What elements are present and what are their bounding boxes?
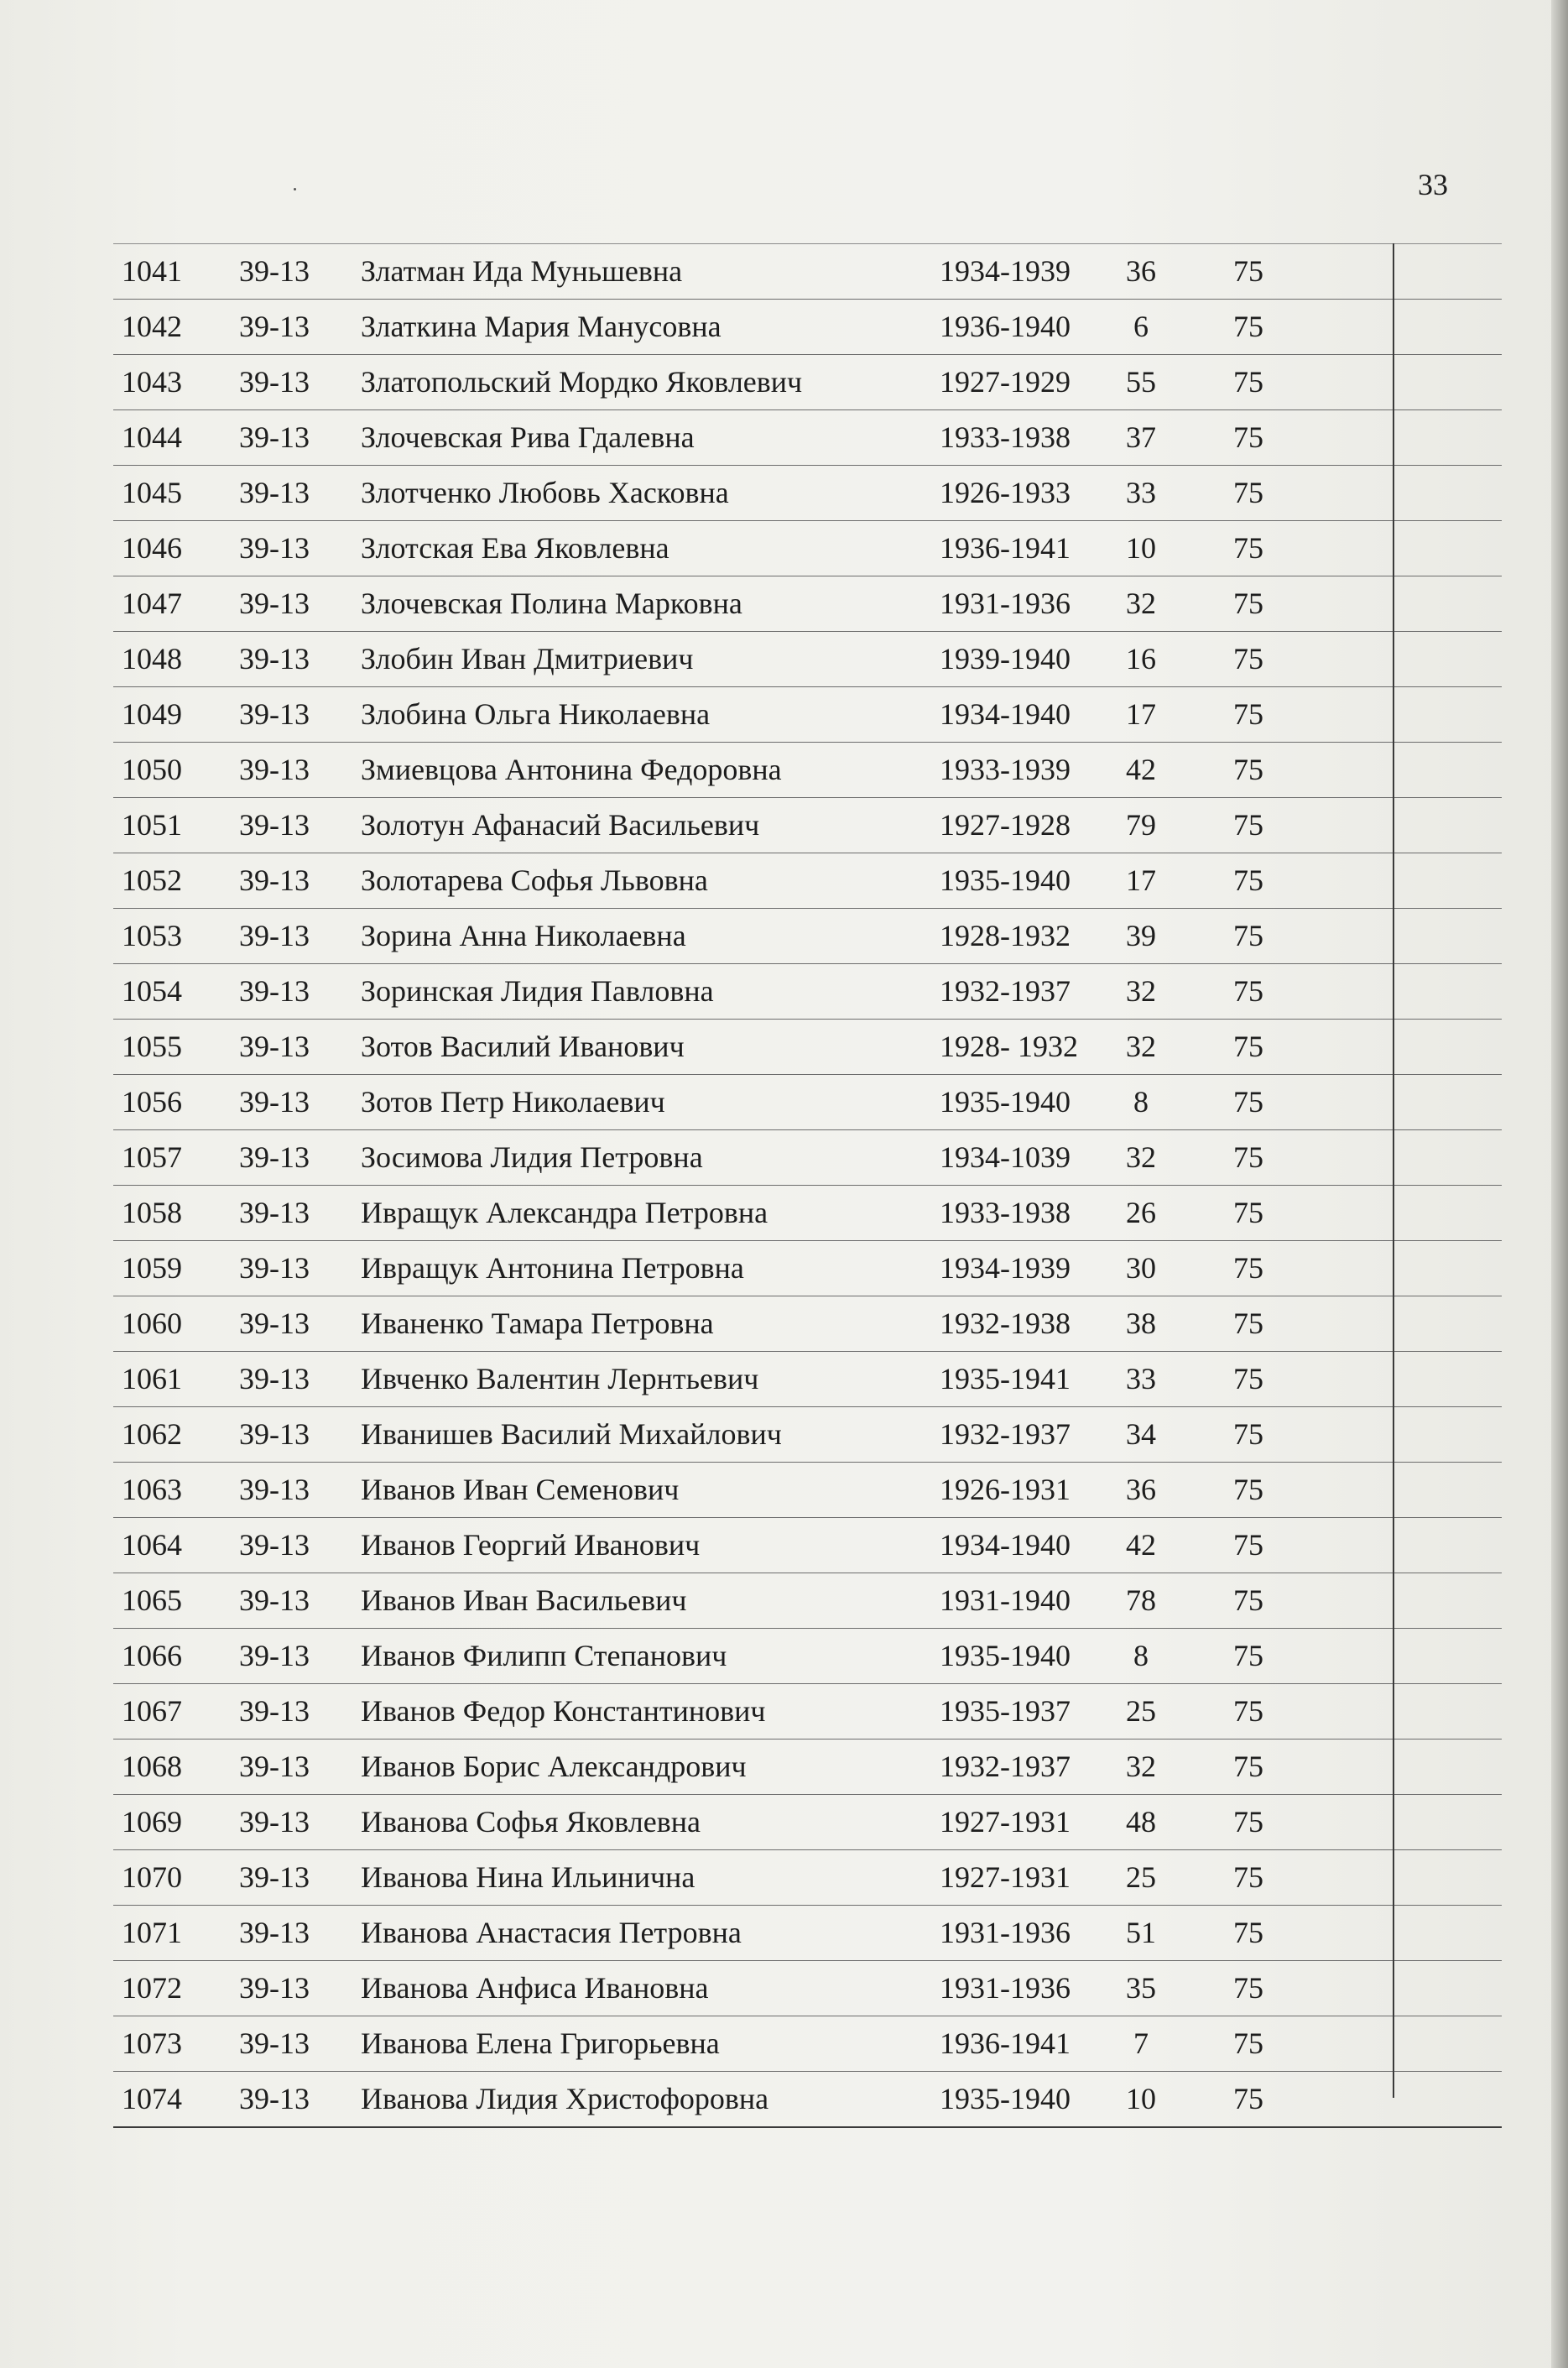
storage-term: 75	[1233, 1085, 1263, 1119]
storage-term: 75	[1233, 1639, 1263, 1672]
record-number: 1069	[122, 1805, 182, 1839]
fund-code: 39-13	[239, 1805, 310, 1839]
person-name: Злотская Ева Яковлевна	[361, 531, 669, 565]
storage-term: 75	[1233, 642, 1263, 675]
sheet-count: 8	[1133, 1639, 1149, 1672]
storage-term: 75	[1233, 1528, 1263, 1562]
table-row	[113, 1960, 1502, 2016]
person-name: Златман Ида Муньшевна	[361, 254, 683, 288]
sheet-count: 37	[1126, 420, 1156, 454]
person-name: Зосимова Лидия Петровна	[361, 1140, 703, 1174]
storage-term: 75	[1233, 1971, 1263, 2005]
record-number: 1049	[122, 697, 182, 731]
fund-code: 39-13	[239, 642, 310, 675]
storage-term: 75	[1233, 420, 1263, 454]
table-row	[113, 1794, 1502, 1849]
sheet-count: 25	[1126, 1694, 1156, 1728]
storage-term: 75	[1233, 531, 1263, 565]
record-number: 1072	[122, 1971, 182, 2005]
person-name: Злочевская Рива Гдалевна	[361, 420, 695, 454]
person-name: Злочевская Полина Марковна	[361, 587, 742, 620]
storage-term: 75	[1233, 1860, 1263, 1894]
sheet-count: 79	[1126, 808, 1156, 842]
date-range: 1932-1937	[940, 974, 1071, 1008]
person-name: Зотов Петр Николаевич	[361, 1085, 665, 1119]
storage-term: 75	[1233, 863, 1263, 897]
table-row	[113, 631, 1502, 686]
fund-code: 39-13	[239, 1860, 310, 1894]
sheet-count: 32	[1126, 974, 1156, 1008]
fund-code: 39-13	[239, 1085, 310, 1119]
storage-term: 75	[1233, 697, 1263, 731]
date-range: 1939-1940	[940, 642, 1071, 675]
date-range: 1926-1933	[940, 476, 1071, 509]
date-range: 1935-1940	[940, 2082, 1071, 2115]
person-name: Иванов Георгий Иванович	[361, 1528, 701, 1562]
sheet-count: 39	[1126, 919, 1156, 952]
storage-term: 75	[1233, 476, 1263, 509]
person-name: Иванова Лидия Христофоровна	[361, 2082, 769, 2115]
table-row	[113, 1185, 1502, 1240]
record-number: 1044	[122, 420, 182, 454]
person-name: Злотченко Любовь Хасковна	[361, 476, 729, 509]
fund-code: 39-13	[239, 1030, 310, 1063]
page-number: 33	[1418, 168, 1448, 201]
table-row	[113, 299, 1502, 354]
sheet-count: 10	[1126, 531, 1156, 565]
storage-term: 75	[1233, 1694, 1263, 1728]
sheet-count: 32	[1126, 1140, 1156, 1174]
table-row	[113, 686, 1502, 742]
table-row	[113, 2071, 1502, 2126]
record-number: 1055	[122, 1030, 182, 1063]
record-number: 1060	[122, 1307, 182, 1340]
table-row	[113, 1517, 1502, 1573]
sheet-count: 36	[1126, 1473, 1156, 1506]
table-row	[113, 409, 1502, 465]
record-number: 1061	[122, 1362, 182, 1395]
person-name: Златопольский Мордко Яковлевич	[361, 365, 803, 399]
person-name: Злобин Иван Дмитриевич	[361, 642, 694, 675]
person-name: Ивченко Валентин Лернтьевич	[361, 1362, 759, 1395]
record-number: 1043	[122, 365, 182, 399]
record-number: 1048	[122, 642, 182, 675]
table-row	[113, 908, 1502, 963]
storage-term: 75	[1233, 974, 1263, 1008]
date-range: 1935-1937	[940, 1694, 1071, 1728]
storage-term: 75	[1233, 753, 1263, 786]
fund-code: 39-13	[239, 254, 310, 288]
table-row	[113, 576, 1502, 631]
date-range: 1932-1937	[940, 1750, 1071, 1783]
date-range: 1927-1931	[940, 1805, 1071, 1839]
table-row	[113, 1739, 1502, 1794]
fund-code: 39-13	[239, 1750, 310, 1783]
storage-term: 75	[1233, 1417, 1263, 1451]
date-range: 1931-1940	[940, 1583, 1071, 1617]
fund-code: 39-13	[239, 1251, 310, 1285]
sheet-count: 33	[1126, 476, 1156, 509]
person-name: Иванова Нина Ильинична	[361, 1860, 695, 1894]
record-number: 1046	[122, 531, 182, 565]
table-row	[113, 520, 1502, 576]
fund-code: 39-13	[239, 1473, 310, 1506]
storage-term: 75	[1233, 2026, 1263, 2060]
table-row	[113, 354, 1502, 409]
register-table	[113, 243, 1502, 2128]
person-name: Иванова Елена Григорьевна	[361, 2026, 720, 2060]
record-number: 1050	[122, 753, 182, 786]
fund-code: 39-13	[239, 310, 310, 343]
sheet-count: 32	[1126, 1750, 1156, 1783]
storage-term: 75	[1233, 310, 1263, 343]
storage-term: 75	[1233, 1307, 1263, 1340]
table-row	[113, 1573, 1502, 1628]
date-range: 1931-1936	[940, 587, 1071, 620]
record-number: 1042	[122, 310, 182, 343]
table-row	[113, 1240, 1502, 1296]
record-number: 1057	[122, 1140, 182, 1174]
fund-code: 39-13	[239, 587, 310, 620]
table-row	[113, 1905, 1502, 1960]
date-range: 1934-1939	[940, 254, 1071, 288]
storage-term: 75	[1233, 1030, 1263, 1063]
record-number: 1074	[122, 2082, 182, 2115]
date-range: 1933-1939	[940, 753, 1071, 786]
date-range: 1936-1940	[940, 310, 1071, 343]
fund-code: 39-13	[239, 365, 310, 399]
fund-code: 39-13	[239, 697, 310, 731]
sheet-count: 38	[1126, 1307, 1156, 1340]
table-row	[113, 243, 1502, 299]
person-name: Иванов Филипп Степанович	[361, 1639, 727, 1672]
record-number: 1070	[122, 1860, 182, 1894]
record-number: 1071	[122, 1916, 182, 1949]
storage-term: 75	[1233, 587, 1263, 620]
storage-term: 75	[1233, 254, 1263, 288]
storage-term: 75	[1233, 2082, 1263, 2115]
sheet-count: 25	[1126, 1860, 1156, 1894]
date-range: 1932-1938	[940, 1307, 1071, 1340]
table-row	[113, 963, 1502, 1019]
person-name: Иванова Анфиса Ивановна	[361, 1971, 709, 2005]
storage-term: 75	[1233, 1473, 1263, 1506]
fund-code: 39-13	[239, 1417, 310, 1451]
person-name: Иванишев Василий Михайлович	[361, 1417, 782, 1451]
sheet-count: 32	[1126, 1030, 1156, 1063]
sheet-count: 51	[1126, 1916, 1156, 1949]
person-name: Иванов Иван Семенович	[361, 1473, 680, 1506]
storage-term: 75	[1233, 1196, 1263, 1229]
sheet-count: 26	[1126, 1196, 1156, 1229]
storage-term: 75	[1233, 365, 1263, 399]
person-name: Иванов Федор Константинович	[361, 1694, 766, 1728]
date-range: 1928-1932	[940, 919, 1071, 952]
record-number: 1063	[122, 1473, 182, 1506]
sheet-count: 10	[1126, 2082, 1156, 2115]
record-number: 1051	[122, 808, 182, 842]
person-name: Золотун Афанасий Васильевич	[361, 808, 760, 842]
table-row	[113, 1406, 1502, 1462]
fund-code: 39-13	[239, 531, 310, 565]
sheet-count: 6	[1133, 310, 1149, 343]
page-edge-shadow	[1551, 0, 1568, 2368]
date-range: 1935-1941	[940, 1362, 1071, 1395]
date-range: 1927-1928	[940, 808, 1071, 842]
fund-code: 39-13	[239, 1916, 310, 1949]
person-name: Змиевцова Антонина Федоровна	[361, 753, 782, 786]
storage-term: 75	[1233, 1916, 1263, 1949]
person-name: Иванов Иван Васильевич	[361, 1583, 687, 1617]
storage-term: 75	[1233, 919, 1263, 952]
date-range: 1933-1938	[940, 420, 1071, 454]
record-number: 1062	[122, 1417, 182, 1451]
date-range: 1934-1940	[940, 1528, 1071, 1562]
record-number: 1067	[122, 1694, 182, 1728]
date-range: 1927-1931	[940, 1860, 1071, 1894]
date-range: 1926-1931	[940, 1473, 1071, 1506]
person-name: Ивращук Антонина Петровна	[361, 1251, 744, 1285]
fund-code: 39-13	[239, 1140, 310, 1174]
record-number: 1045	[122, 476, 182, 509]
person-name: Ивращук Александра Петровна	[361, 1196, 768, 1229]
record-number: 1066	[122, 1639, 182, 1672]
person-name: Зотов Василий Иванович	[361, 1030, 685, 1063]
sheet-count: 35	[1126, 1971, 1156, 2005]
person-name: Иванов Борис Александрович	[361, 1750, 747, 1783]
date-range: 1936-1941	[940, 2026, 1071, 2060]
fund-code: 39-13	[239, 919, 310, 952]
sheet-count: 8	[1133, 1085, 1149, 1119]
date-range: 1935-1940	[940, 1085, 1071, 1119]
fund-code: 39-13	[239, 863, 310, 897]
sheet-count: 78	[1126, 1583, 1156, 1617]
date-range: 1935-1940	[940, 863, 1071, 897]
fund-code: 39-13	[239, 420, 310, 454]
sheet-count: 32	[1126, 587, 1156, 620]
fund-code: 39-13	[239, 1307, 310, 1340]
fund-code: 39-13	[239, 1362, 310, 1395]
sheet-count: 48	[1126, 1805, 1156, 1839]
storage-term: 75	[1233, 1583, 1263, 1617]
sheet-count: 17	[1126, 863, 1156, 897]
sheet-count: 42	[1126, 1528, 1156, 1562]
table-row	[113, 742, 1502, 797]
person-name: Златкина Мария Манусовна	[361, 310, 721, 343]
table-row	[113, 2016, 1502, 2071]
sheet-count: 36	[1126, 254, 1156, 288]
fund-code: 39-13	[239, 1971, 310, 2005]
sheet-count: 34	[1126, 1417, 1156, 1451]
fund-code: 39-13	[239, 808, 310, 842]
record-number: 1065	[122, 1583, 182, 1617]
person-name: Золотарева Софья Львовна	[361, 863, 708, 897]
fund-code: 39-13	[239, 753, 310, 786]
table-row	[113, 1296, 1502, 1351]
fund-code: 39-13	[239, 1196, 310, 1229]
date-range: 1934-1039	[940, 1140, 1071, 1174]
date-range: 1932-1937	[940, 1417, 1071, 1451]
date-range: 1931-1936	[940, 1971, 1071, 2005]
record-number: 1047	[122, 587, 182, 620]
storage-term: 75	[1233, 808, 1263, 842]
fund-code: 39-13	[239, 1583, 310, 1617]
person-name: Иваненко Тамара Петровна	[361, 1307, 714, 1340]
date-range: 1934-1939	[940, 1251, 1071, 1285]
fund-code: 39-13	[239, 2082, 310, 2115]
storage-term: 75	[1233, 1251, 1263, 1285]
table-row	[113, 1628, 1502, 1683]
record-number: 1041	[122, 254, 182, 288]
table-row	[113, 1019, 1502, 1074]
right-column-rule	[1393, 243, 1394, 2098]
person-name: Злобина Ольга Николаевна	[361, 697, 711, 731]
sheet-count: 33	[1126, 1362, 1156, 1395]
sheet-count: 17	[1126, 697, 1156, 731]
record-number: 1053	[122, 919, 182, 952]
date-range: 1935-1940	[940, 1639, 1071, 1672]
table-row	[113, 853, 1502, 908]
sheet-count: 7	[1133, 2026, 1149, 2060]
person-name: Зоринская Лидия Павловна	[361, 974, 714, 1008]
person-name: Иванова Софья Яковлевна	[361, 1805, 701, 1839]
table-row	[113, 1074, 1502, 1129]
person-name: Зорина Анна Николаевна	[361, 919, 686, 952]
table-row	[113, 797, 1502, 853]
storage-term: 75	[1233, 1750, 1263, 1783]
table-row	[113, 1849, 1502, 1905]
record-number: 1059	[122, 1251, 182, 1285]
date-range: 1933-1938	[940, 1196, 1071, 1229]
storage-term: 75	[1233, 1140, 1263, 1174]
table-row	[113, 1351, 1502, 1406]
storage-term: 75	[1233, 1805, 1263, 1839]
record-number: 1052	[122, 863, 182, 897]
record-number: 1056	[122, 1085, 182, 1119]
sheet-count: 16	[1126, 642, 1156, 675]
sheet-count: 42	[1126, 753, 1156, 786]
sheet-count: 55	[1126, 365, 1156, 399]
fund-code: 39-13	[239, 974, 310, 1008]
stray-dot-mark	[294, 188, 296, 190]
table-row	[113, 1129, 1502, 1185]
fund-code: 39-13	[239, 476, 310, 509]
record-number: 1068	[122, 1750, 182, 1783]
date-range: 1928- 1932	[940, 1030, 1078, 1063]
date-range: 1931-1936	[940, 1916, 1071, 1949]
table-row	[113, 465, 1502, 520]
fund-code: 39-13	[239, 1639, 310, 1672]
date-range: 1936-1941	[940, 531, 1071, 565]
record-number: 1064	[122, 1528, 182, 1562]
fund-code: 39-13	[239, 1528, 310, 1562]
record-number: 1054	[122, 974, 182, 1008]
date-range: 1934-1940	[940, 697, 1071, 731]
record-number: 1058	[122, 1196, 182, 1229]
fund-code: 39-13	[239, 2026, 310, 2060]
person-name: Иванова Анастасия Петровна	[361, 1916, 742, 1949]
table-row	[113, 1683, 1502, 1739]
date-range: 1927-1929	[940, 365, 1071, 399]
sheet-count: 30	[1126, 1251, 1156, 1285]
storage-term: 75	[1233, 1362, 1263, 1395]
record-number: 1073	[122, 2026, 182, 2060]
table-row	[113, 1462, 1502, 1517]
fund-code: 39-13	[239, 1694, 310, 1728]
